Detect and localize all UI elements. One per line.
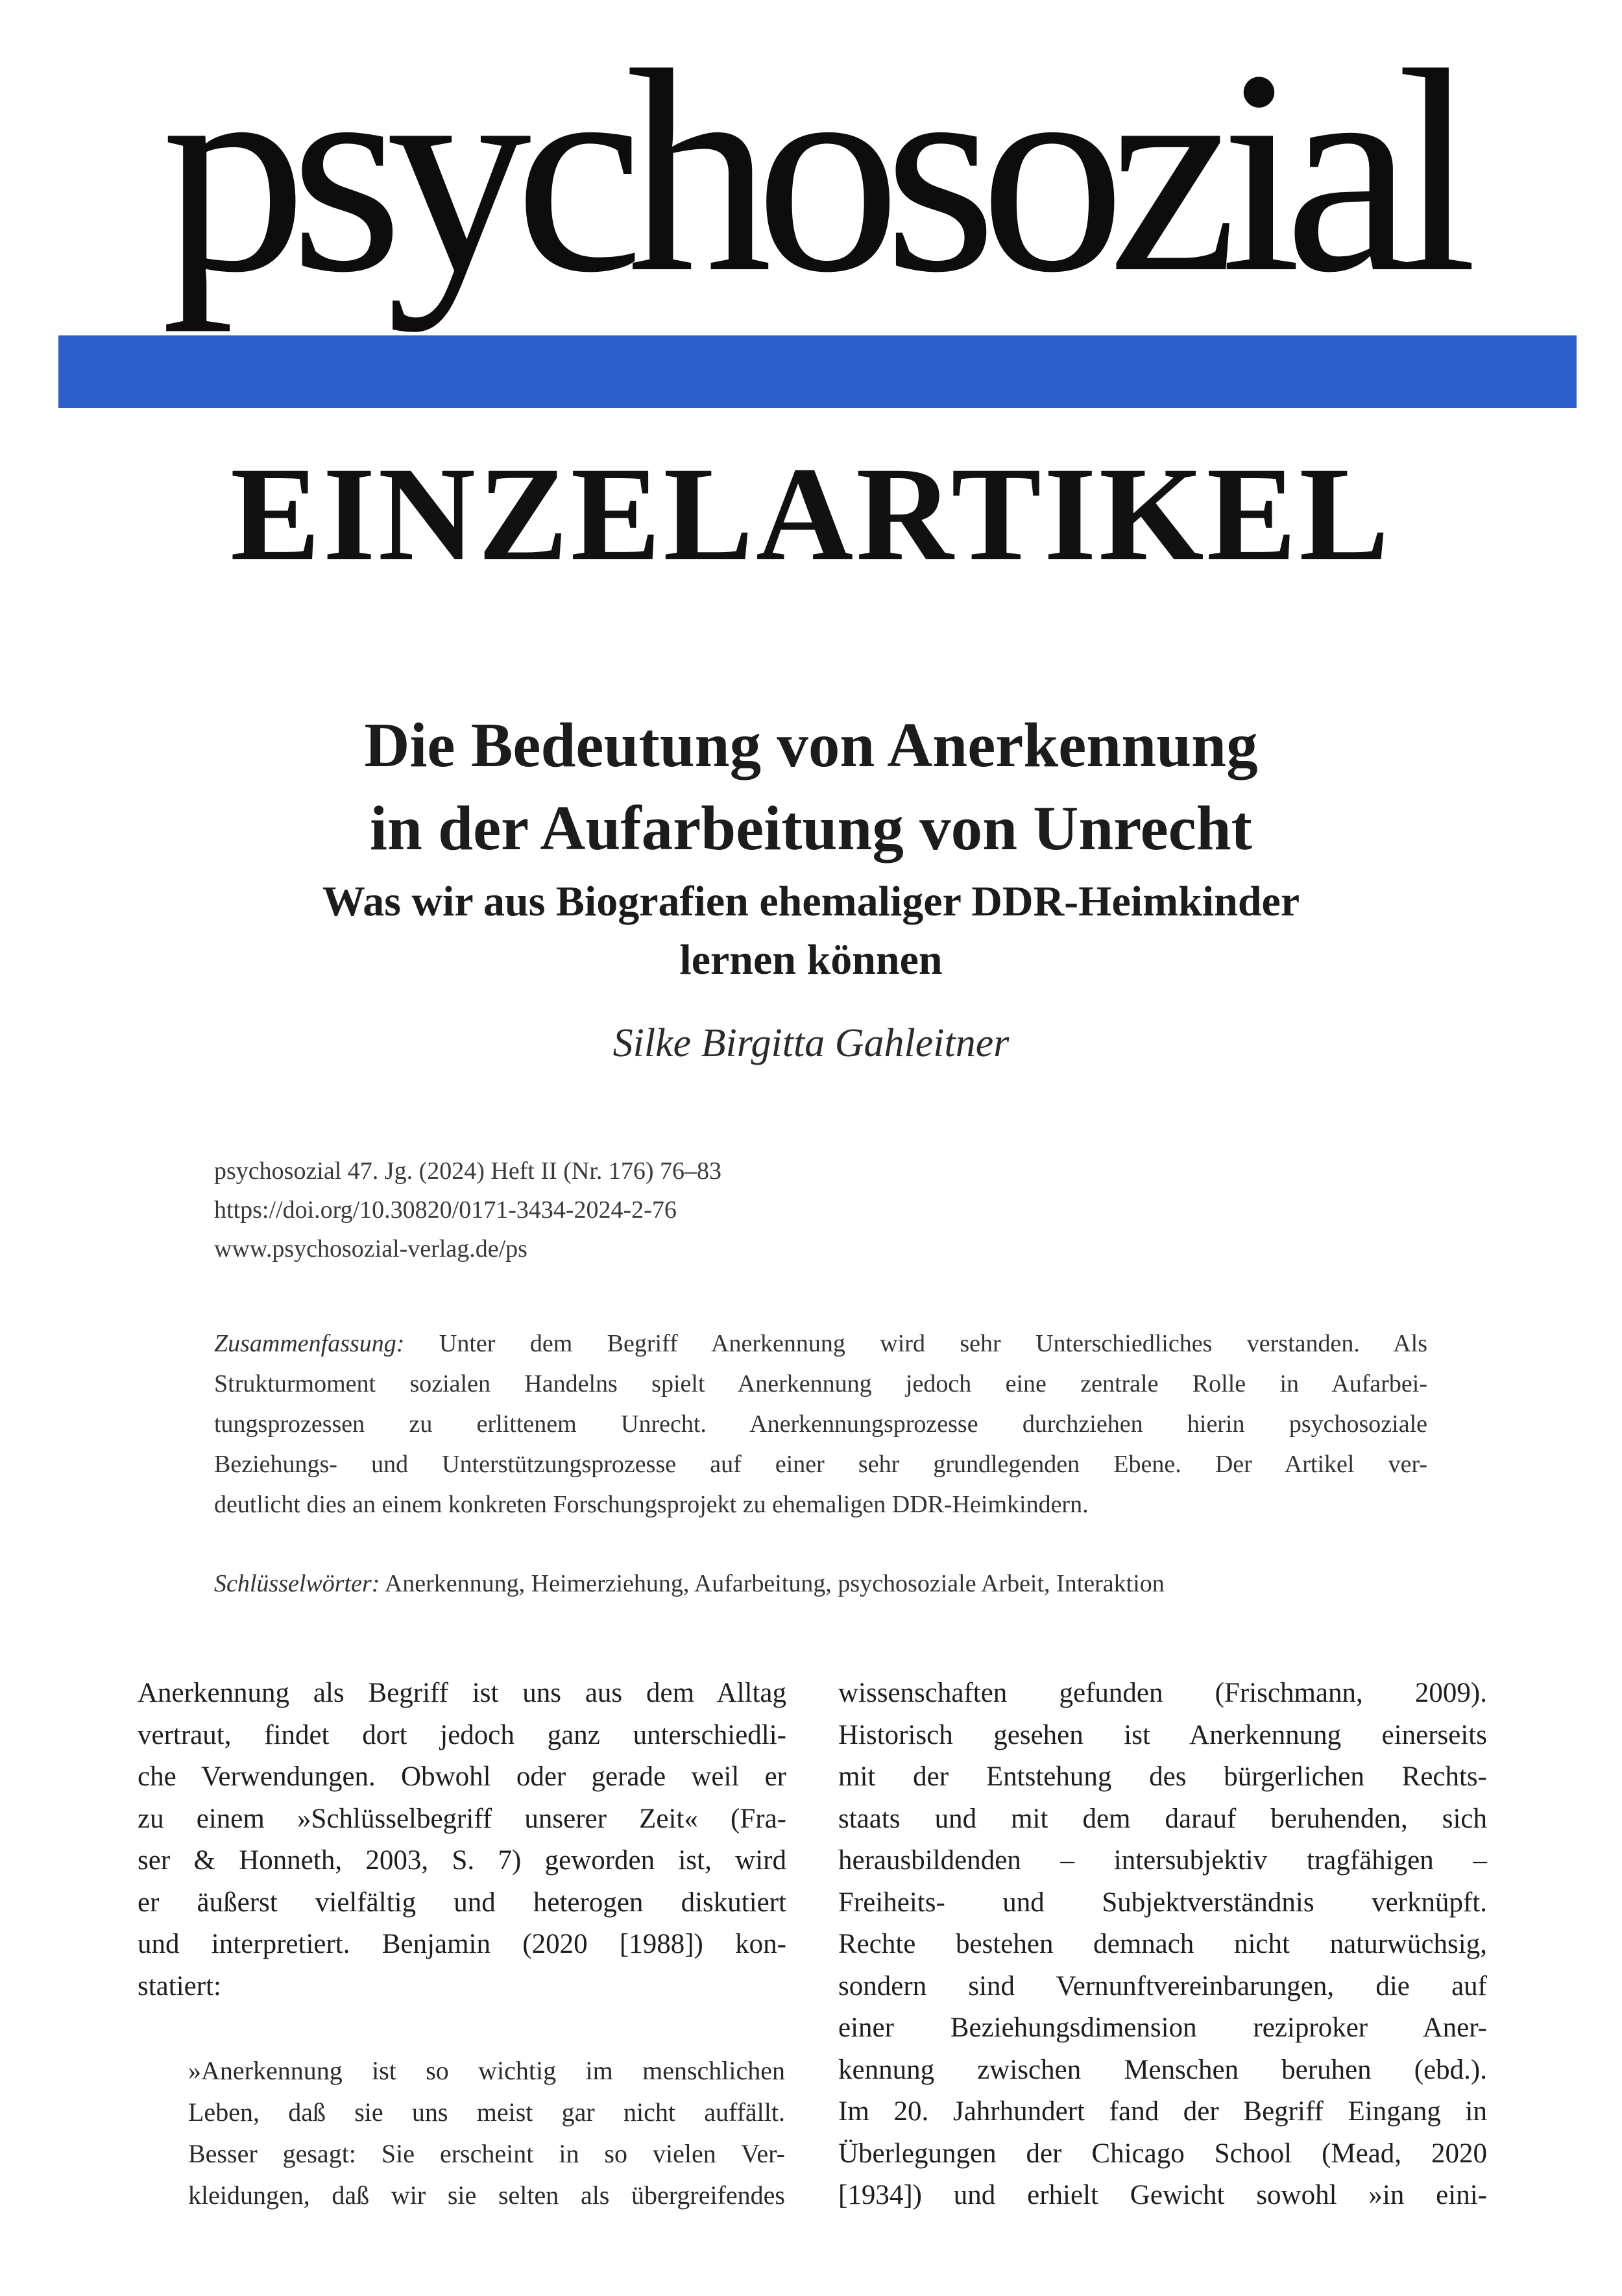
keywords-label: Schlüsselwörter: [214,1570,380,1597]
quote-line: Leben, daß sie uns meist gar nicht auffällt. [188,2097,785,2127]
article-title [0,704,1622,870]
citation-block [214,1152,1447,1268]
body-line: herausbildenden – intersubjektiv tragfähigen – [838,1845,1487,1876]
abstract [214,1323,1427,1525]
body-line: sondern sind Vernunftvereinbarungen, die auf [838,1970,1487,2001]
quote-line: Besser gesagt: Sie erscheint in so vielen Ver- [188,2139,785,2168]
abstract-line: Beziehungs- und Unterstützungsprozesse auf einer sehr grundlegenden Ebene. Der Artikel ver- [214,1451,1427,1478]
title-line: Die Bedeutung von Anerkennung [364,710,1258,780]
abstract-line: tungsprozessen zu erlittenem Unrecht. Anerkennungsprozesse durchziehen hierin psychosoziale [214,1410,1427,1438]
body-line: wissenschaften gefunden (Frischmann, 2009). [838,1678,1487,1708]
body-line: mit der Entstehung des bürgerlichen Rechts- [838,1761,1487,1792]
article-subtitle [0,873,1622,989]
website-link[interactable]: www.psychosozial-verlag.de/ps [214,1235,527,1263]
masthead-blue-band [58,335,1577,408]
body-line: Freiheits- und Subjektverständnis verknüpft. [838,1887,1487,1918]
body-line: Überlegungen der Chicago School (Mead, 2020 [838,2138,1487,2169]
body-line: Im 20. Jahrhundert fand der Begriff Eingang in [838,2096,1487,2127]
body-column-right [838,1673,1487,2217]
subtitle-line: Was wir aus Biografien ehemaliger DDR-Heimkinder [322,878,1300,925]
doi-link[interactable]: https://doi.org/10.30820/0171-3434-2024-2-76 [214,1196,677,1224]
abstract-label: Zusammenfassung: [214,1330,405,1357]
body-line: che Verwendungen. Obwohl oder gerade weil er [138,1761,786,1792]
body-column-left [138,1673,786,2007]
body-line: und interpretiert. Benjamin (2020 [1988]) kon- [138,1929,786,1959]
abstract-line [214,1323,1427,1364]
journal-masthead: psychosozial [161,10,1461,332]
body-line: er äußerst vielfältig und heterogen diskutiert [138,1887,786,1918]
abstract-line: deutlicht dies an einem konkreten Forschungsprojekt zu ehemaligen DDR-Heimkindern. [214,1491,1089,1518]
abstract-line: Strukturmoment sozialen Handelns spielt Anerkennung jedoch eine zentrale Rolle in Aufarbei- [214,1370,1427,1397]
body-line: kennung zwischen Menschen beruhen (ebd.). [838,2054,1487,2085]
block-quote [188,2050,785,2216]
body-line: zu einem »Schlüsselbegriff unserer Zeit« (Fra- [138,1803,786,1834]
quote-line: »Anerkennung ist so wichtig im menschlichen [188,2056,785,2085]
body-line: [1934]) und erhielt Gewicht sowohl »in eini- [838,2180,1487,2210]
keywords [214,1564,1447,1604]
abstract-text: Unter dem Begriff Anerkennung wird sehr Unterschiedliches verstanden. Als [404,1330,1427,1357]
body-line: einer Beziehungsdimension reziproker Aner- [838,2012,1487,2043]
body-line: statiert: [138,1970,221,2001]
body-line: ser & Honneth, 2003, S. 7) geworden ist, wird [138,1845,786,1876]
body-line: vertraut, findet dort jedoch ganz unterschiedli- [138,1719,786,1750]
quote-line: kleidungen, daß wir sie selten als übergreifendes [188,2181,785,2210]
body-line: staats und mit dem darauf beruhenden, sich [838,1803,1487,1834]
body-line: Historisch gesehen ist Anerkennung einerseits [838,1719,1487,1750]
citation-line: psychosozial 47. Jg. (2024) Heft II (Nr. 176) 76–83 [214,1157,722,1185]
body-line: Rechte bestehen demnach nicht naturwüchsig, [838,1929,1487,1959]
article-rubric: EINZELARTIKEL [230,439,1392,588]
body-line: Anerkennung als Begriff ist uns aus dem Alltag [138,1678,786,1708]
subtitle-line: lernen können [679,936,943,984]
title-line: in der Aufarbeitung von Unrecht [370,793,1252,863]
keywords-text: Anerkennung, Heimerziehung, Aufarbeitung, psychosoziale Arbeit, Interaktion [380,1570,1165,1597]
article-author: Silke Birgitta Gahleitner [612,1021,1010,1065]
